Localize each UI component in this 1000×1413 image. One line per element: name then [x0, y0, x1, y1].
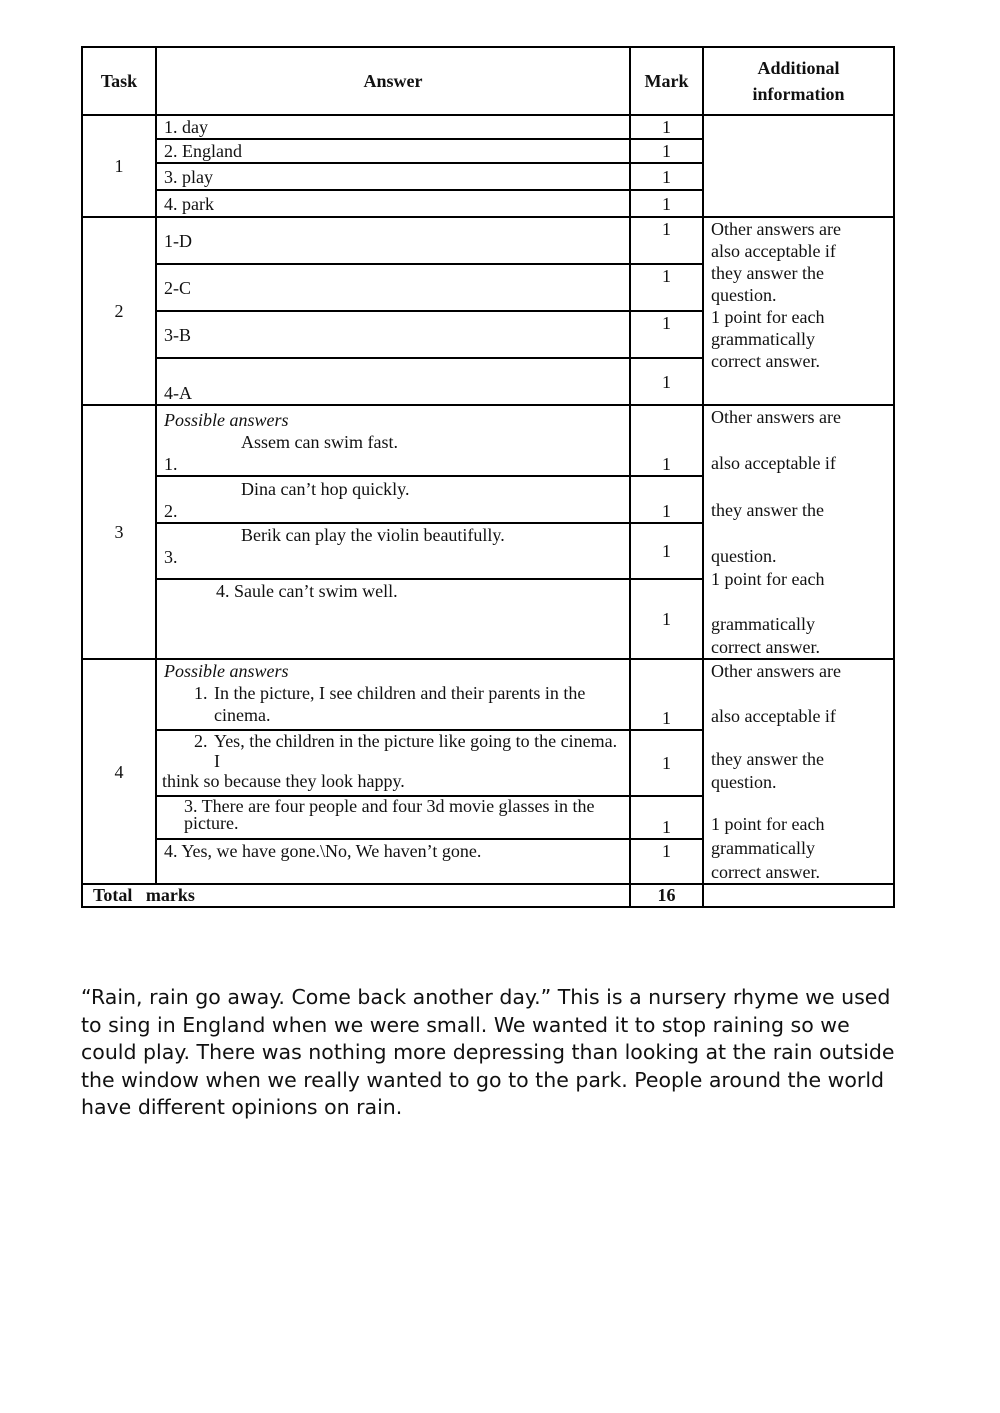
mark-cell: 1 [630, 579, 703, 659]
mark-cell: 1 [630, 405, 703, 476]
answer-text: 3. There are four people and four 3d movie glasses in the picture. [184, 796, 595, 834]
info-cell-empty [703, 115, 894, 217]
mark-scheme-table [81, 46, 895, 908]
header-mark: Mark [630, 47, 703, 115]
info-line: 1 point for each [711, 307, 825, 327]
answer-text: Yes, the children in the picture like going to the cinema. I [214, 730, 618, 771]
info-cell [703, 405, 894, 659]
answer-cell [156, 659, 630, 730]
header-task: Task [82, 47, 156, 115]
possible-answers-heading: Possible answers [164, 661, 289, 681]
mark-cell: 1 [630, 796, 703, 838]
info-line: correct answer. [711, 351, 820, 371]
mark-cell: 1 [630, 311, 703, 358]
answer-number: 2. [164, 500, 178, 521]
total-label-2: marks [145, 885, 195, 905]
answer-cell [156, 796, 630, 838]
total-info-empty [703, 884, 894, 907]
info-line: grammatically [711, 838, 815, 858]
info-line: question. [711, 285, 777, 305]
answer-continuation: think so because they look happy. [162, 770, 405, 791]
total-label [82, 884, 630, 907]
info-line: they answer the [711, 263, 824, 283]
header-info [703, 47, 894, 115]
answer-cell [156, 476, 630, 523]
mark-cell: 1 [630, 115, 703, 139]
answer-sentence: Assem can swim fast. [241, 431, 398, 452]
total-label-1: Total [93, 885, 133, 905]
info-line: they answer the [711, 500, 824, 520]
header-info-line2: information [752, 84, 845, 104]
mark-cell: 1 [630, 523, 703, 579]
header-row [82, 47, 894, 115]
answer-cell: 2. England [156, 139, 630, 163]
info-line: 1 point for each [711, 814, 825, 834]
table-row [82, 115, 894, 139]
answer-sentence: Berik can play the violin beautifully. [241, 524, 505, 545]
info-line: question. [711, 772, 777, 792]
task-number: 4 [82, 659, 156, 884]
info-line: Other answers are [711, 661, 841, 681]
numbered-answer [194, 682, 622, 726]
info-line: they answer the [711, 749, 824, 769]
table-row [82, 405, 894, 476]
info-line: 1 point for each [711, 569, 825, 589]
answer-cell [156, 405, 630, 476]
header-info-line1: Additional [757, 58, 840, 78]
mark-cell: 1 [630, 839, 703, 884]
mark-cell: 1 [630, 217, 703, 264]
mark-cell: 1 [630, 358, 703, 405]
header-answer: Answer [156, 47, 630, 115]
answer-cell: 3. play [156, 163, 630, 190]
info-line: also acceptable if [711, 706, 836, 726]
mark-cell: 1 [630, 264, 703, 311]
answer-number: 1. [164, 453, 178, 474]
answer-cell: 4-A [156, 358, 630, 405]
answer-sentence: 4. Saule can’t swim well. [216, 581, 398, 602]
answer-sentence: Dina can’t hop quickly. [241, 478, 410, 499]
answer-text: In the picture, I see children and their parents in the cinema. [214, 683, 586, 725]
answer-number: 2. [194, 730, 208, 751]
total-value: 16 [630, 884, 703, 907]
reading-passage: “Rain, rain go away. Come back another day.” This is a nursery rhyme we used to sing in England when we were small. We wanted it to stop raining so we could play. There was nothing more depressing than looking at the rain outside the window when we really wanted to go to the park. People around the world have different opinions on rain. [81, 985, 895, 1120]
answer-cell: 1. day [156, 115, 630, 139]
answer-number: 3. [164, 546, 178, 567]
info-line: grammatically [711, 614, 815, 634]
answer-cell [156, 523, 630, 579]
mark-cell: 1 [630, 139, 703, 163]
task-number: 1 [82, 115, 156, 217]
info-line: Other answers are [711, 219, 841, 239]
mark-cell: 1 [630, 476, 703, 523]
task-number: 3 [82, 405, 156, 659]
numbered-answer [194, 731, 622, 771]
info-line: grammatically [711, 329, 815, 349]
mark-cell: 1 [630, 190, 703, 217]
mark-cell: 1 [630, 730, 703, 797]
table-row [82, 659, 894, 730]
info-line: also acceptable if [711, 453, 836, 473]
answer-cell: 1-D [156, 217, 630, 264]
total-row [82, 884, 894, 907]
info-cell [703, 217, 894, 405]
mark-cell: 1 [630, 659, 703, 730]
answer-cell: 4. park [156, 190, 630, 217]
answer-cell [156, 730, 630, 797]
info-line: also acceptable if [711, 241, 836, 261]
answer-number: 1. [194, 683, 208, 703]
info-line: correct answer. [711, 637, 820, 657]
answer-cell: 2-C [156, 264, 630, 311]
info-line: question. [711, 546, 777, 566]
info-line: Other answers are [711, 407, 841, 427]
answer-cell [156, 579, 630, 659]
answer-cell: 3-B [156, 311, 630, 358]
table-row [82, 217, 894, 264]
task-number: 2 [82, 217, 156, 405]
info-cell [703, 659, 894, 884]
mark-cell: 1 [630, 163, 703, 190]
possible-answers-heading: Possible answers [164, 409, 289, 430]
info-line: correct answer. [711, 862, 820, 882]
answer-cell: 4. Yes, we have gone.\No, We haven’t gone. [156, 839, 630, 884]
